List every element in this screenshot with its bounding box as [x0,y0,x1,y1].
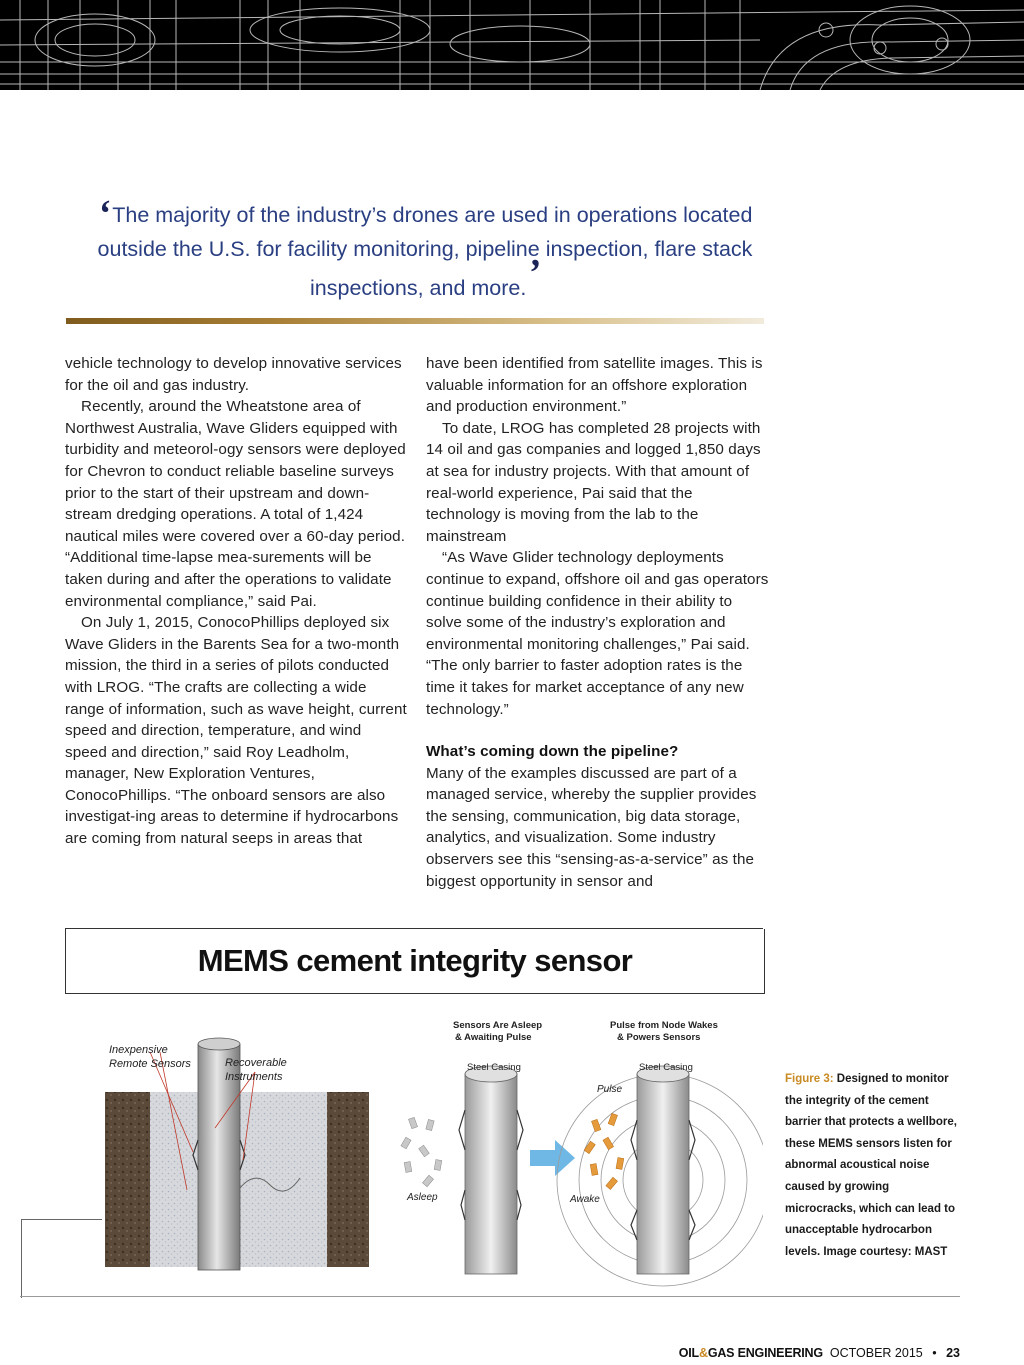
issue-date: OCTOBER 2015 [829,1346,923,1360]
label-recoverable: Recoverable [225,1057,287,1069]
magazine-name-oil: OIL [678,1346,699,1360]
footer-rule [20,1296,960,1297]
rock-formation-left [105,1092,150,1267]
mems-sensor-diagram [65,1010,763,1290]
label-awaiting-pulse: & Awaiting Pulse [455,1032,532,1043]
label-awake: Awake [570,1194,600,1205]
open-quote-mark: ‘ [97,193,111,235]
arrow-icon [530,1140,575,1176]
left-paragraph-3: On July 1, 2015, ConocoPhillips deployed six Wave Gliders in the Barents Sea for a two-month mission, the third in a series of pilots conducted with LROG. “The crafts are collecting a wide range of information, such as wave height, current speed and direction, temperature, and wind speed and direction,” said Roy Leadholm, manager, New Exploration Ventures, ConocoPhillips. “The onboard sensors are also investigat-ing areas to determine if hydrocarbons are coming from natural seeps in areas that [65,614,407,848]
magazine-name-amp: & [699,1346,708,1360]
label-remote-sensors: Remote Sensors [109,1058,191,1070]
magazine-name-gas: GAS ENGINEERING [707,1346,823,1360]
gold-divider-rule [66,318,764,324]
caption-label: Figure 3: [785,1073,834,1085]
page-number: 23 [946,1346,960,1360]
right-text-column [426,353,771,892]
right-paragraph-2: To date, LROG has completed 28 projects with 14 oil and gas companies and logged 1,850 days at sea for industry projects. With that amount of real-world experience, Pai said that the technology is moving from the lab to the mainstream [426,419,761,545]
figure-title: MEMS cement integrity sensor [197,943,633,978]
section-heading: What’s coming down the pipeline? [426,743,679,761]
figure-title-box [65,929,765,994]
sensors-asleep-diagram [401,1020,575,1274]
right-paragraph-4: Many of the examples discussed are part of a managed service, whereby the supplier provides the sensing, communication, big data storage, analytics, and visualization. Some industry observers see this “sensing-as-a-service” as the biggest opportunity in sensor and [426,764,757,890]
pull-quote-text: The majority of the industry’s drones are used in operations located outside the U.S. for facility monitoring, pipeline inspection, flare stack inspections, and more. [97,203,753,300]
right-paragraph-1: have been identified from satellite images. This is valuable information for an offshore exploration and production environment.” [426,355,763,416]
page-footer [679,1346,960,1360]
label-inexpensive: Inexpensive [109,1044,168,1056]
label-steel-casing-1: Steel Casing [467,1062,521,1073]
label-instruments: Instruments [225,1071,283,1083]
label-sensors-asleep: Sensors Are Asleep [453,1020,543,1031]
label-steel-casing-2: Steel Casing [639,1062,693,1073]
pull-quote [80,193,770,305]
caption-text: Designed to monitor the integrity of the cement barrier that protects a wellbore, these MEMS sensors listen for abnormal acoustical noise caused by growing microcracks, which can lead to unacceptable hydrocarbon levels. Image courtesy: MAST [785,1073,957,1258]
label-pulse-from-node: Pulse from Node Wakes [610,1020,718,1031]
wireframe-pipeline-illustration [0,0,1024,90]
figure-caption [785,1069,961,1263]
left-paragraph-2: Recently, around the Wheatstone area of Northwest Australia, Wave Gliders equipped with turbidity and meteorol-ogy sensors were deployed for Chevron to conduct reliable baseline surveys prior to the start of their upstream and down-stream dredging operations. A total of 1,424 nautical miles were covered over a 60-day period. “Additional time-lapse mea-surements will be taken during and after the operations to validate environmental compliance,” said Pai. [65,398,406,610]
magazine-name [679,1346,823,1360]
close-quote-mark: ’ [527,252,540,294]
steel-casing-awake [637,1074,689,1274]
sensors-awake-diagram [557,1020,763,1286]
label-asleep: Asleep [407,1192,438,1203]
left-text-column [65,353,407,850]
footer-separator: • [932,1346,937,1360]
steel-casing-asleep [465,1074,517,1274]
header-banner-image [0,0,1024,90]
label-powers-sensors: & Powers Sensors [617,1032,701,1043]
left-paragraph-1: vehicle technology to develop innovative services for the oil and gas industry. [65,355,402,394]
rock-formation-right [327,1092,369,1267]
label-pulse: Pulse [597,1084,623,1095]
wellbore-cross-section [105,1038,369,1270]
right-paragraph-3: “As Wave Glider technology deployments continue to expand, offshore oil and gas operators continue building confidence in their ability to solve some of the industry’s exploration and environmental monitoring challenges,” Pai said. “The only barrier to faster adoption rates is the time it takes for market acceptance of any new technology.” [426,549,769,718]
